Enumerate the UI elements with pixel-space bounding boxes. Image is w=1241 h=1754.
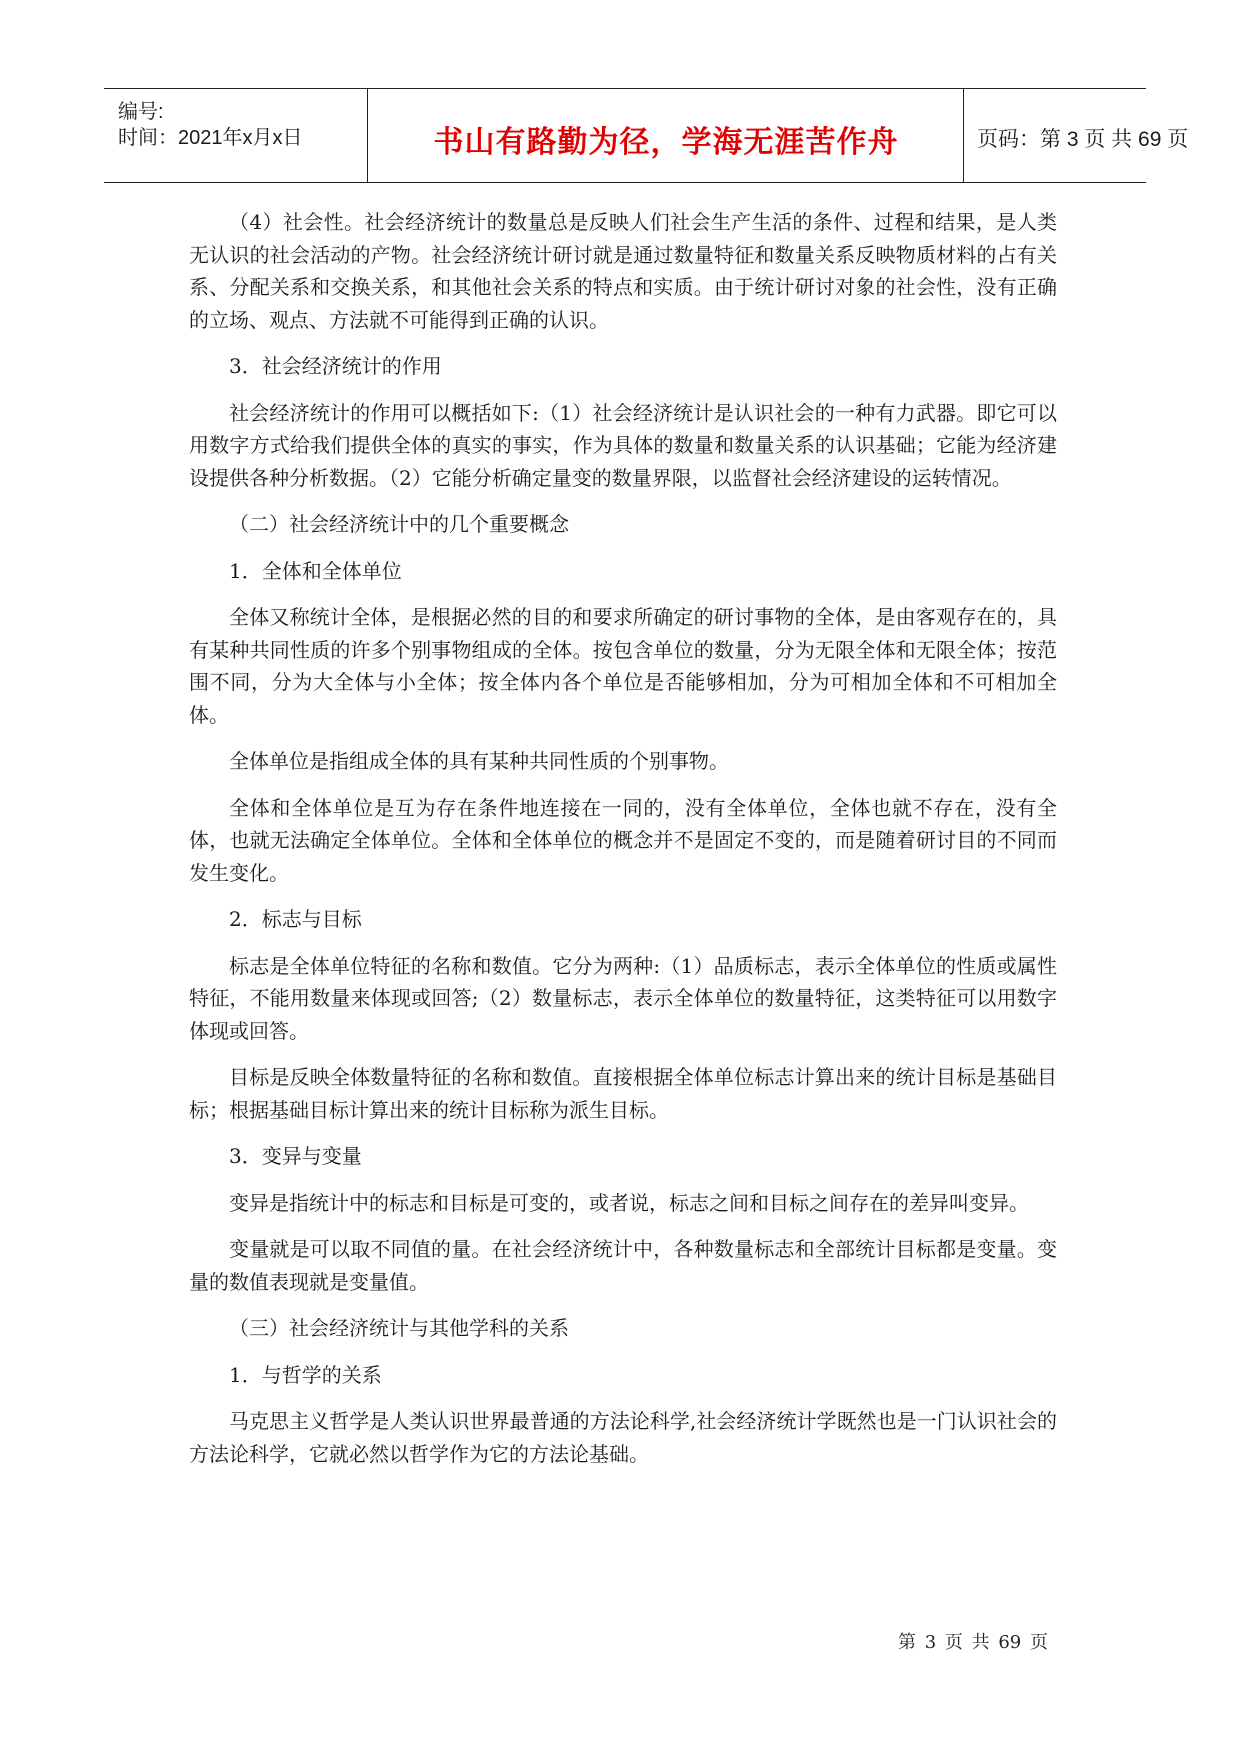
paragraph-population-unit-relation: 全体和全体单位是互为存在条件地连接在一同的，没有全体单位，全体也就不存在，没有全体，也就无法确定全体单位。全体和全体单位的概念并不是固定不变的，而是随着研讨目的不同而发生变化。 (189, 795, 1057, 885)
heading-relation-to-philosophy: 1．与哲学的关系 (229, 1362, 382, 1387)
heading-variation-and-variables: 3．变异与变量 (229, 1144, 362, 1168)
page-header (104, 88, 1189, 183)
paragraph-variation: 变异是指统计中的标志和目标是可变的，或者说，标志之间和目标之间存在的差异叫变异。 (229, 1190, 1029, 1215)
paragraph-role-of-statistics: 社会经济统计的作用可以概括如下:（1）社会经济统计是认识社会的一种有力武器。即它可以用数字方式给我们提供全体的真实的事实，作为具体的数量和数量关系的认识基础；它能为经济建设提供各种分析数据。（2）它能分析确定量变的数量界限，以监督社会经济建设的运转情况。 (189, 400, 1057, 490)
section-heading-key-concepts: （二）社会经济统计中的几个重要概念 (229, 512, 569, 536)
heading-population-and-units: 1．全体和全体单位 (229, 558, 402, 583)
paragraph-variables: 变量就是可以取不同值的量。在社会经济统计中，各种数量标志和全部统计目标都是变量。变量的数值表现就是变量值。 (189, 1237, 1057, 1294)
header-page-code: 页码：第 3 页 共 69 页 (977, 128, 1189, 151)
paragraph-population-definition: 全体又称统计全体，是根据必然的目的和要求所确定的研讨事物的全体，是由客观存在的，具有某种共同性质的许多个别事物组成的全体。按包含单位的数量，分为无限全体和无限全体；按范围不同，分为大全体与小全体；按全体内各个单位是否能够相加，分为可相加全体和不可相加全体。 (189, 605, 1057, 727)
header-motto: 书山有路勤为径，学海无涯苦作舟 (433, 125, 899, 160)
document-time-label: 时间：2021年x月x日 (118, 127, 303, 149)
header-page-cell (965, 89, 1189, 182)
document-body (189, 206, 1057, 1484)
heading-role-of-statistics: 3．社会经济统计的作用 (229, 354, 442, 378)
header-motto-cell (369, 89, 964, 182)
paragraph-marks: 标志是全体单位特征的名称和数值。它分为两种:（1）品质标志，表示全体单位的性质或属性特征，不能用数量来体现或回答;（2）数量标志，表示全体单位的数量特征，这类特征可以用数字体现或回答。 (189, 953, 1057, 1043)
page-footer-number: 第 3 页 共 69 页 (898, 1632, 1048, 1653)
header-info-cell (104, 89, 368, 182)
section-heading-other-disciplines: （三）社会经济统计与其他学科的关系 (229, 1316, 569, 1340)
paragraph-social-nature: （4）社会性。社会经济统计的数量总是反映人们社会生产生活的条件、过程和结果，是人类无认识的社会活动的产物。社会经济统计研讨就是通过数量特征和数量关系反映物质材料的占有关系、分配关系和交换关系，和其他社会关系的特点和实质。由于统计研讨对象的社会性，没有正确的立场、观点、方法就不可能得到正确的认识。 (189, 210, 1057, 332)
document-number-label: 编号: (118, 101, 164, 123)
paragraph-indicators: 目标是反映全体数量特征的名称和数值。直接根据全体单位标志计算出来的统计目标是基础目标；根据基础目标计算出来的统计目标称为派生目标。 (189, 1065, 1057, 1122)
paragraph-philosophy: 马克思主义哲学是人类认识世界最普通的方法论科学,社会经济统计学既然也是一门认识社会的方法论科学，它就必然以哲学作为它的方法论基础。 (189, 1409, 1057, 1466)
heading-marks-and-indicators: 2．标志与目标 (229, 907, 362, 931)
paragraph-population-unit-definition: 全体单位是指组成全体的具有某种共同性质的个别事物。 (229, 749, 729, 773)
